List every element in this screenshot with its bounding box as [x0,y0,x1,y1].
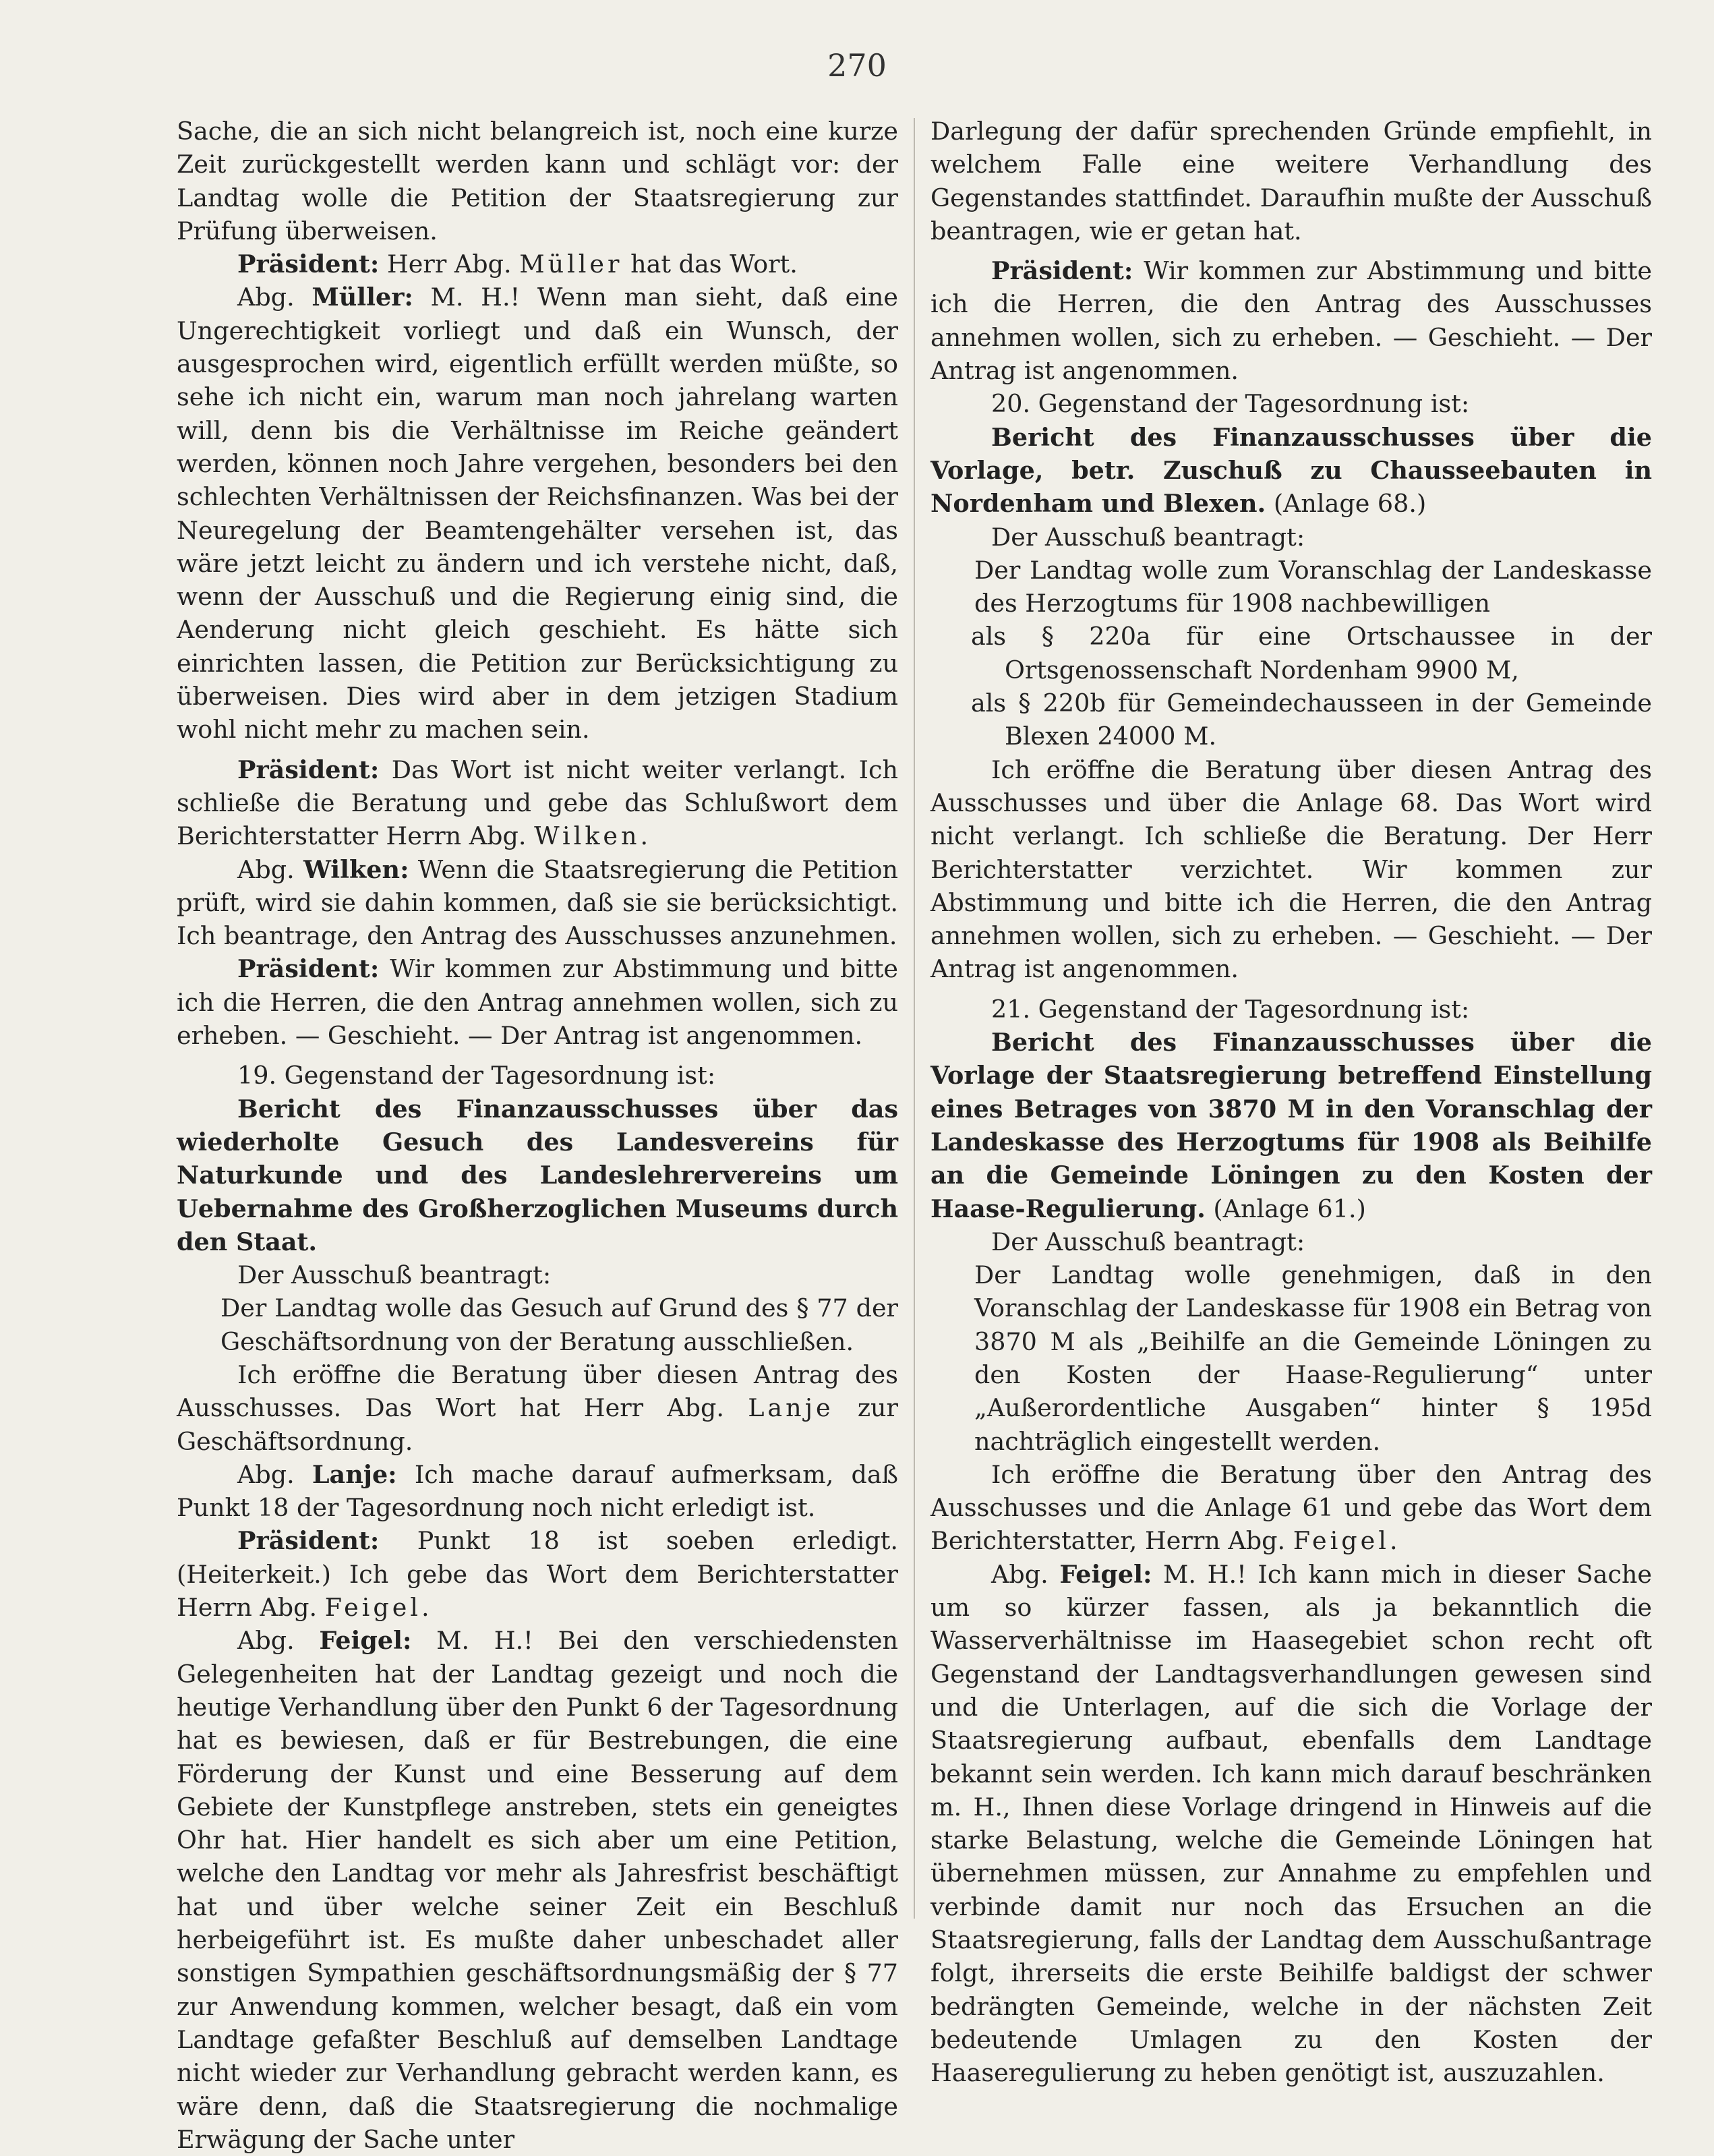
speaker-label: Feigel: [1059,1559,1152,1589]
agenda-heading: Bericht des Finanzausschusses über die Vorlage, betr. Zuschuß zu Chausseebauten in Nordenham und Blexen. (Anlage 68.) [930,422,1652,519]
speaker-label: Präsident: [237,954,380,984]
speech: Abg. Wilken: Wenn die Staatsregierung die Petition prüft, wird sie dahin kommen, daß sie sie berücksichtigt. Ich beantrage, den Antrag des Ausschusses anzunehmen. [177,854,898,951]
speech: Ich eröffne die Beratung über den Antrag des Ausschusses und die Anlage 61 und gebe das Wort dem Berichterstatter, Herrn Abg. Feigel. [930,1459,1652,1556]
speaker-label: Präsident: [237,755,380,784]
motion: Der Landtag wolle das Gesuch auf Grund des § 77 der Geschäftsordnung von der Beratung ausschließen. [220,1293,898,1356]
paragraph: Darlegung der dafür sprechenden Gründe empfiehlt, in welchem Falle eine weitere Verhandlung des Gegenstandes stattfindet. Daraufhin mußte der Ausschuß beantragen, wie er getan hat. [930,117,1652,245]
speaker-label: Wilken: [303,854,409,884]
speech: Abg. Müller: M. H.! Wenn man sieht, daß eine Ungerechtigkeit vorliegt und daß ein Wunsch, der ausgesprochen wird, eigentlich erfüllt werden müßte, so sehe ich nicht ein, warum man noch jahrelang warten will, denn bis die Verhältnisse im Reiche geändert werden, können noch Jahre vergehen, besonders bei den schlechten Verhältnissen der Reichsfinanzen. Was bei der Neuregelung der Beamtengehälter versehen ist, das wäre jetzt leicht zu ändern und ich verstehe nicht, daß, wenn der Ausschuß und die Regierung einig sind, die Aenderung nicht gleich geschieht. Es hätte sich einrichten lassen, die Petition zur Berücksichtigung zu überweisen. Dies wird aber in dem jetzigen Stadium wohl nicht mehr zu machen sein. [177,283,899,745]
speech: Abg. Feigel: M. H.! Bei den verschiedensten Gelegenheiten hat der Landtag gezeigt und noch die heutige Verhandlung über den Punkt 6 der Tagesordnung hat es bewiesen, daß er für Bestrebungen, die eine Förderung der Kunst und eine Besserung auf dem Gebiete der Kunstpflege anstreben, stets ein geneigtes Ohr hat. Hier handelt es sich aber um eine Petition, welche den Landtag vor mehr als Jahresfrist beschäftigt hat und über welche seiner Zeit ein Beschluß herbeigeführt ist. Es mußte daher unbeschadet aller sonstigen Sympathien geschäftsordnungsmäßig der § 77 zur Anwendung kommen, welcher besagt, daß ein vom Landtage gefaßter Beschluß auf demselben Landtage nicht wieder zur Verhandlung gebracht werden kann, es wäre denn, daß die Staatsregierung die nochmalige Erwägung der Sache unter [177,1626,899,2154]
committee-label: Der Ausschuß beantragt: [237,1260,552,1290]
speech: Präsident: Wir kommen zur Abstimmung und bitte ich die Herren, die den Antrag annehmen wollen, sich zu erheben. — Geschieht. — Der Antrag ist angenommen. [177,954,898,1051]
speech: Präsident: Herr Abg. Müller hat das Wort. [237,250,798,279]
agenda-heading: Bericht des Finanzausschusses über die Vorlage der Staatsregierung betreffend Einstellung eines Betrages von 3870 M in den Voranschlag der Landeskasse des Herzogtums für 1908 als Beihilfe an die Gemeinde Löningen zu den Kosten der Haase-Regulierung. (Anlage 61.) [930,1028,1652,1223]
speech: Abg. Lanje: Ich mache darauf aufmerksam, daß Punkt 18 der Tagesordnung noch nicht erledigt ist. [177,1459,899,1523]
motion-item: als § 220b für Gemeindechausseen in der Gemeinde Blexen 24000 M. [971,689,1652,751]
speech: Ich eröffne die Beratung über diesen Antrag des Ausschusses und über die Anlage 68. Das Wort wird nicht verlangt. Ich schließe die Beratung. Der Herr Berichterstatter verzichtet. Wir kommen zur Abstimmung und bitte ich die Herren, die den Antrag annehmen wollen, sich zu erheben. — Geschieht. — Der Antrag ist angenommen. [930,755,1652,984]
speaker-name: Wilken [534,821,641,851]
agenda-item: 19. Gegenstand der Tagesordnung ist: [237,1061,716,1090]
motion: Der Landtag wolle genehmigen, daß in den Voranschlag der Landeskasse für 1908 ein Betrag von 3870 M als „Beihilfe an die Gemeinde Löningen zu den Kosten der Haase-Regulierung“ unter „Außerordentliche Ausgaben“ hinter § 195d nachträglich eingestellt werden. [974,1260,1652,1456]
speaker-label: Feigel: [319,1626,412,1656]
speaker-label: Präsident: [237,250,380,279]
speaker-name: Lanje [748,1393,834,1423]
agenda-item: 21. Gegenstand der Tagesordnung ist: [991,994,1470,1024]
agenda-heading: Bericht des Finanzausschusses über das wiederholte Gesuch des Landesvereins für Naturkunde und des Landeslehrervereins um Uebernahme des Großherzoglichen Museums durch den Staat. [177,1094,898,1256]
speech: Präsident: Das Wort ist nicht weiter verlangt. Ich schließe die Beratung und gebe das Schlußwort dem Berichterstatter Herrn Abg. Wilken. [177,755,898,851]
left-column [177,115,898,2156]
speech: Präsident: Wir kommen zur Abstimmung und bitte ich die Herren, die den Antrag des Ausschusses annehmen wollen, sich zu erheben. — Geschieht. — Der Antrag ist angenommen. [930,256,1652,386]
speaker-label: Lanje: [312,1459,397,1489]
right-column [930,115,1652,2090]
speaker-name: Feigel [1293,1526,1390,1556]
speaker-label: Präsident: [237,1526,380,1556]
motion-item: als § 220a für eine Ortschaussee in der Ortsgenossenschaft Nordenham 9900 M, [971,622,1652,684]
speaker-name: Feigel [324,1593,421,1623]
page-number: 270 [827,47,887,84]
speaker-label: Präsident: [991,256,1133,286]
agenda-item: 20. Gegenstand der Tagesordnung ist: [991,389,1470,419]
speech: Abg. Feigel: M. H.! Ich kann mich in dieser Sache um so kürzer fassen, als ja bekanntlich die Wasserverhältnisse im Haasegebiet schon recht oft Gegenstand der Landtagsverhandlungen gewesen sind und die Unterlagen, auf die sich die Vorlage der Staatsregierung aufbaut, ebenfalls dem Landtage bekannt sein werden. Ich kann mich darauf beschränken m. H., Ihnen diese Vorlage dringend in Hinweis auf die starke Belastung, welche die Gemeinde Löningen hat übernehmen müssen, zur Annahme zu empfehlen und verbinde damit nur noch das Ersuchen an die Staatsregierung, falls der Landtag dem Ausschußantrage folgt, ihrerseits die erste Beihilfe baldigst der schwer bedrängten Gemeinde, welche in der nächsten Zeit bedeutende Umlagen zu den Kosten der Haaseregulierung zu heben genötigt ist, auszuzahlen. [930,1559,1652,2088]
speaker-label: Müller: [312,283,413,312]
committee-label: Der Ausschuß beantragt: [991,522,1305,552]
speech: Präsident: Punkt 18 ist soeben erledigt. (Heiterkeit.) Ich gebe das Wort dem Berichterstatter Herrn Abg. Feigel. [177,1526,898,1623]
paragraph: Sache, die an sich nicht belangreich ist, noch eine kurze Zeit zurückgestellt werden kann und schlägt vor: der Landtag wolle die Petition der Staatsregierung zur Prüfung überweisen. [177,117,898,245]
column-divider [914,118,915,1919]
motion: Der Landtag wolle zum Voranschlag der Landeskasse des Herzogtums für 1908 nachbewilligen [974,555,1652,618]
speaker-name: Müller [519,250,623,279]
speech: Ich eröffne die Beratung über diesen Antrag des Ausschusses. Das Wort hat Herr Abg. Lanje zur Geschäftsordnung. [177,1360,899,1456]
committee-label: Der Ausschuß beantragt: [991,1227,1305,1256]
